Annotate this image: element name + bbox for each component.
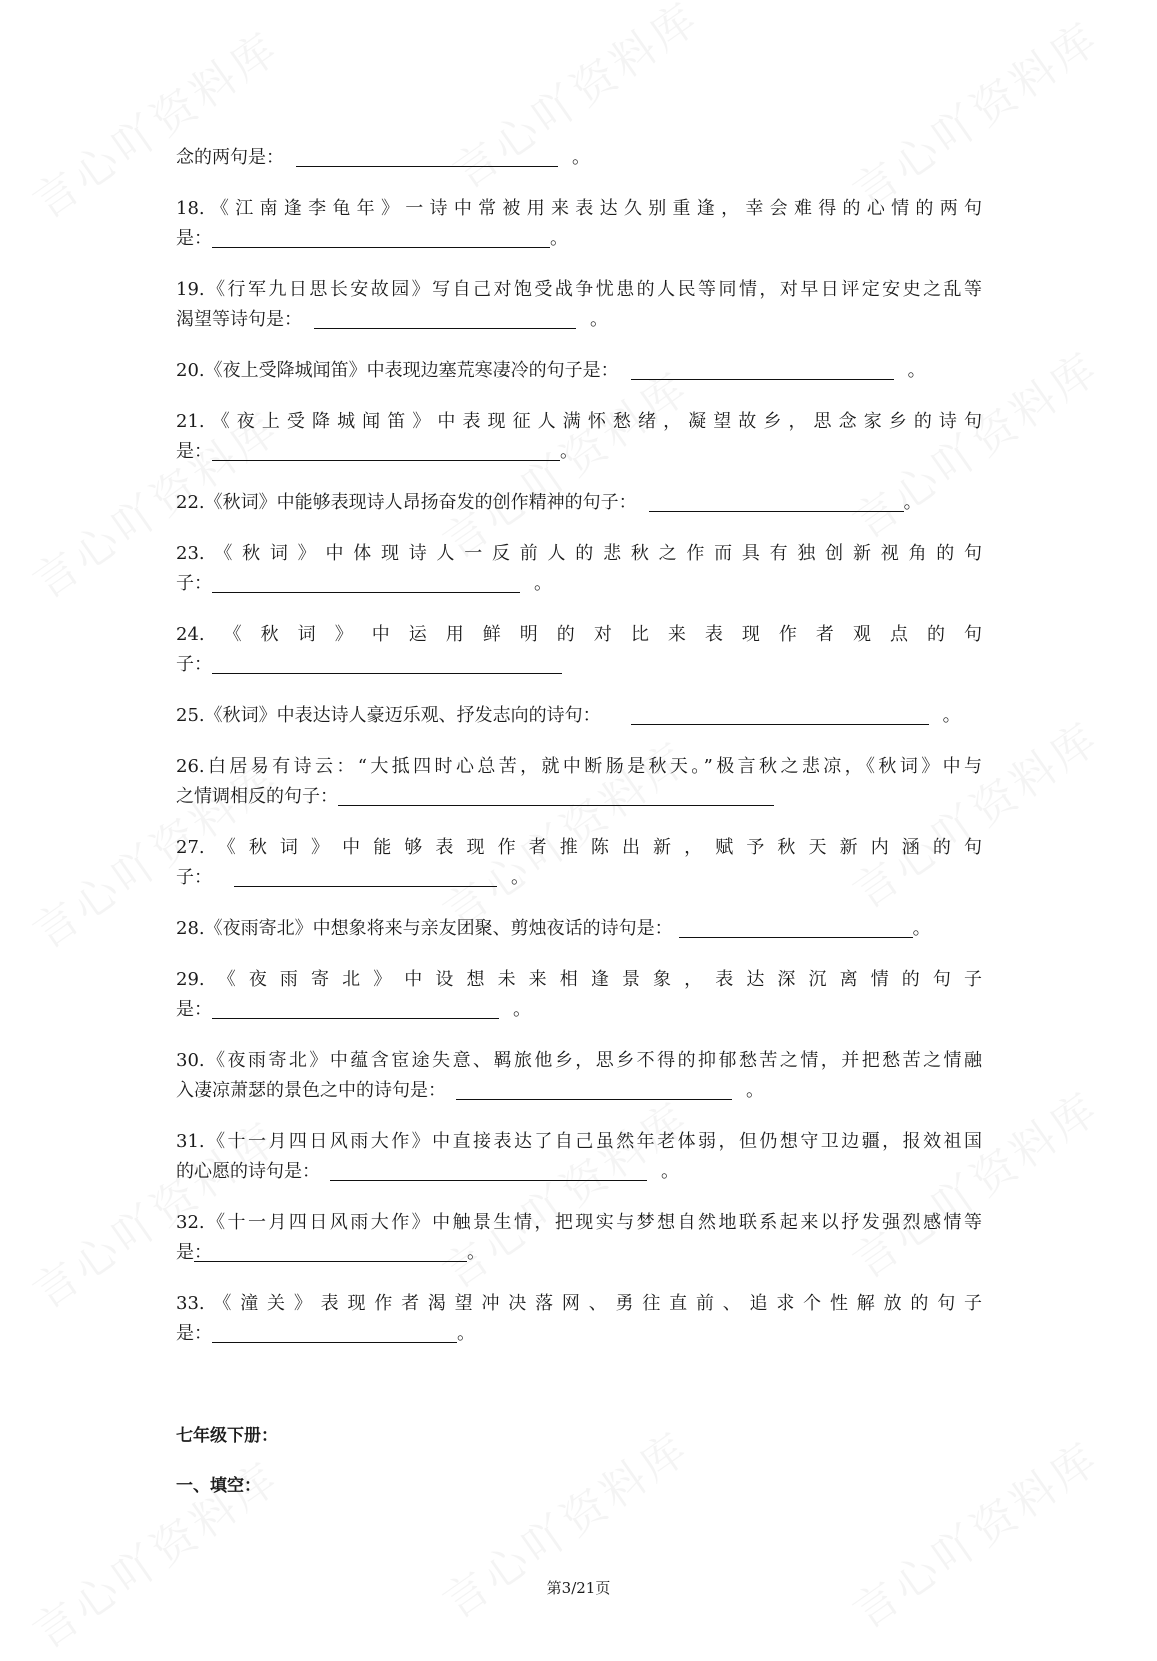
question-text: 渴望等诗句是： bbox=[176, 309, 302, 330]
question-text: 是： bbox=[176, 1323, 212, 1344]
answer-blank[interactable] bbox=[679, 917, 913, 938]
question-31 bbox=[176, 1127, 982, 1187]
period: 。 bbox=[457, 1323, 475, 1344]
question-text: 33.《潼关》表现作者渴望冲决落网、勇往直前、追求个性解放的句子 bbox=[176, 1293, 982, 1314]
answer-blank[interactable] bbox=[296, 146, 558, 167]
question-19 bbox=[176, 275, 982, 335]
question-text: 是： bbox=[176, 441, 212, 462]
question-text: 29.《夜雨寄北》中设想未来相逢景象，表达深沉离情的句子 bbox=[176, 969, 982, 990]
period: 。 bbox=[572, 147, 590, 168]
period: 。 bbox=[560, 441, 578, 462]
period: 。 bbox=[907, 360, 926, 381]
answer-blank[interactable] bbox=[631, 359, 894, 380]
answer-blank[interactable] bbox=[212, 1322, 457, 1343]
question-text: 28.《夜雨寄北》中想象将来与亲友团聚、剪烛夜话的诗句是： bbox=[176, 918, 673, 939]
question-text: 30.《夜雨寄北》中蕴含宦途失意、羁旅他乡，思乡不得的抑郁愁苦之情，并把愁苦之情融 bbox=[176, 1050, 982, 1071]
answer-blank[interactable] bbox=[631, 704, 929, 725]
question-26 bbox=[176, 752, 982, 812]
question-text: 入凄凉萧瑟的景色之中的诗句是： bbox=[176, 1080, 446, 1101]
question-text: 18.《江南逢李龟年》一诗中常被用来表达久别重逢，幸会难得的心情的两句 bbox=[176, 198, 982, 219]
question-text: 20.《夜上受降城闻笛》中表现边塞荒寒凄冷的句子是： bbox=[176, 360, 619, 381]
answer-blank[interactable] bbox=[234, 866, 497, 887]
answer-blank[interactable] bbox=[649, 491, 904, 512]
question-27 bbox=[176, 833, 982, 893]
answer-blank[interactable] bbox=[330, 1160, 647, 1181]
question-23 bbox=[176, 539, 982, 599]
question-28 bbox=[176, 914, 982, 944]
period: 。 bbox=[513, 999, 531, 1020]
question-text: 的心愿的诗句是： bbox=[176, 1161, 320, 1182]
section-title: 七年级下册： bbox=[176, 1426, 278, 1446]
question-text: 26.白居易有诗云：“大抵四时心总苦，就中断肠是秋天。”极言秋之悲凉，《秋词》中与 bbox=[176, 756, 982, 777]
question-29 bbox=[176, 965, 982, 1025]
question-20 bbox=[176, 356, 982, 386]
period: 。 bbox=[467, 1242, 485, 1263]
period: 。 bbox=[746, 1080, 764, 1101]
subsection-title: 一、填空： bbox=[176, 1476, 261, 1496]
question-17-continued bbox=[176, 143, 982, 173]
question-text: 之情调相反的句子： bbox=[176, 786, 338, 807]
question-text: 27.《秋词》中能够表现作者推陈出新，赋予秋天新内涵的句 bbox=[176, 837, 982, 858]
answer-blank[interactable] bbox=[212, 572, 520, 593]
question-text: 子： bbox=[176, 867, 212, 888]
question-text: 32.《十一月四日风雨大作》中触景生情，把现实与梦想自然地联系起来以抒发强烈感情等 bbox=[176, 1212, 982, 1233]
page-number: 第3/21页 bbox=[546, 1579, 611, 1597]
period: 。 bbox=[511, 867, 529, 888]
question-text: 23.《秋词》中体现诗人一反前人的悲秋之作而具有独创新视角的句 bbox=[176, 543, 982, 564]
answer-blank[interactable] bbox=[212, 227, 550, 248]
question-24 bbox=[176, 620, 982, 680]
question-text: 22.《秋词》中能够表现诗人昂扬奋发的创作精神的句子： bbox=[176, 492, 637, 513]
question-25 bbox=[176, 701, 982, 731]
answer-blank[interactable] bbox=[212, 998, 499, 1019]
question-text: 21.《夜上受降城闻笛》中表现征人满怀愁绪，凝望故乡，思念家乡的诗句 bbox=[176, 411, 982, 432]
period: 。 bbox=[942, 705, 961, 726]
answer-blank[interactable] bbox=[338, 785, 774, 806]
question-33 bbox=[176, 1289, 982, 1349]
question-text: 子： bbox=[176, 654, 212, 675]
question-22 bbox=[176, 488, 982, 518]
question-30 bbox=[176, 1046, 982, 1106]
question-text: 子： bbox=[176, 573, 212, 594]
question-18 bbox=[176, 194, 982, 254]
question-text: 是： bbox=[176, 999, 212, 1020]
question-text: 19.《行军九日思长安故园》写自己对饱受战争忧患的人民等同情，对早日评定安史之乱等 bbox=[176, 279, 982, 300]
answer-blank[interactable] bbox=[194, 1241, 467, 1262]
answer-blank[interactable] bbox=[314, 308, 576, 329]
period: 。 bbox=[661, 1161, 679, 1182]
answer-blank[interactable] bbox=[212, 653, 562, 674]
period: 。 bbox=[590, 309, 608, 330]
question-list bbox=[176, 143, 982, 1501]
question-21 bbox=[176, 407, 982, 467]
question-text: 24.《秋词》中运用鲜明的对比来表现作者观点的句 bbox=[176, 624, 982, 645]
question-32 bbox=[176, 1208, 982, 1268]
answer-blank[interactable] bbox=[212, 440, 560, 461]
question-text: 31.《十一月四日风雨大作》中直接表达了自己虽然年老体弱，但仍想守卫边疆，报效祖国 bbox=[176, 1131, 982, 1152]
period: 。 bbox=[903, 492, 922, 513]
question-text: 是： bbox=[176, 228, 212, 249]
answer-blank[interactable] bbox=[456, 1079, 732, 1100]
question-text: 念的两句是： bbox=[176, 147, 284, 168]
question-text: 25.《秋词》中表达诗人豪迈乐观、抒发志向的诗句： bbox=[176, 705, 601, 726]
period: 。 bbox=[912, 918, 931, 939]
period: 。 bbox=[534, 573, 552, 594]
period: 。 bbox=[550, 228, 568, 249]
question-text: 是： bbox=[176, 1242, 212, 1263]
